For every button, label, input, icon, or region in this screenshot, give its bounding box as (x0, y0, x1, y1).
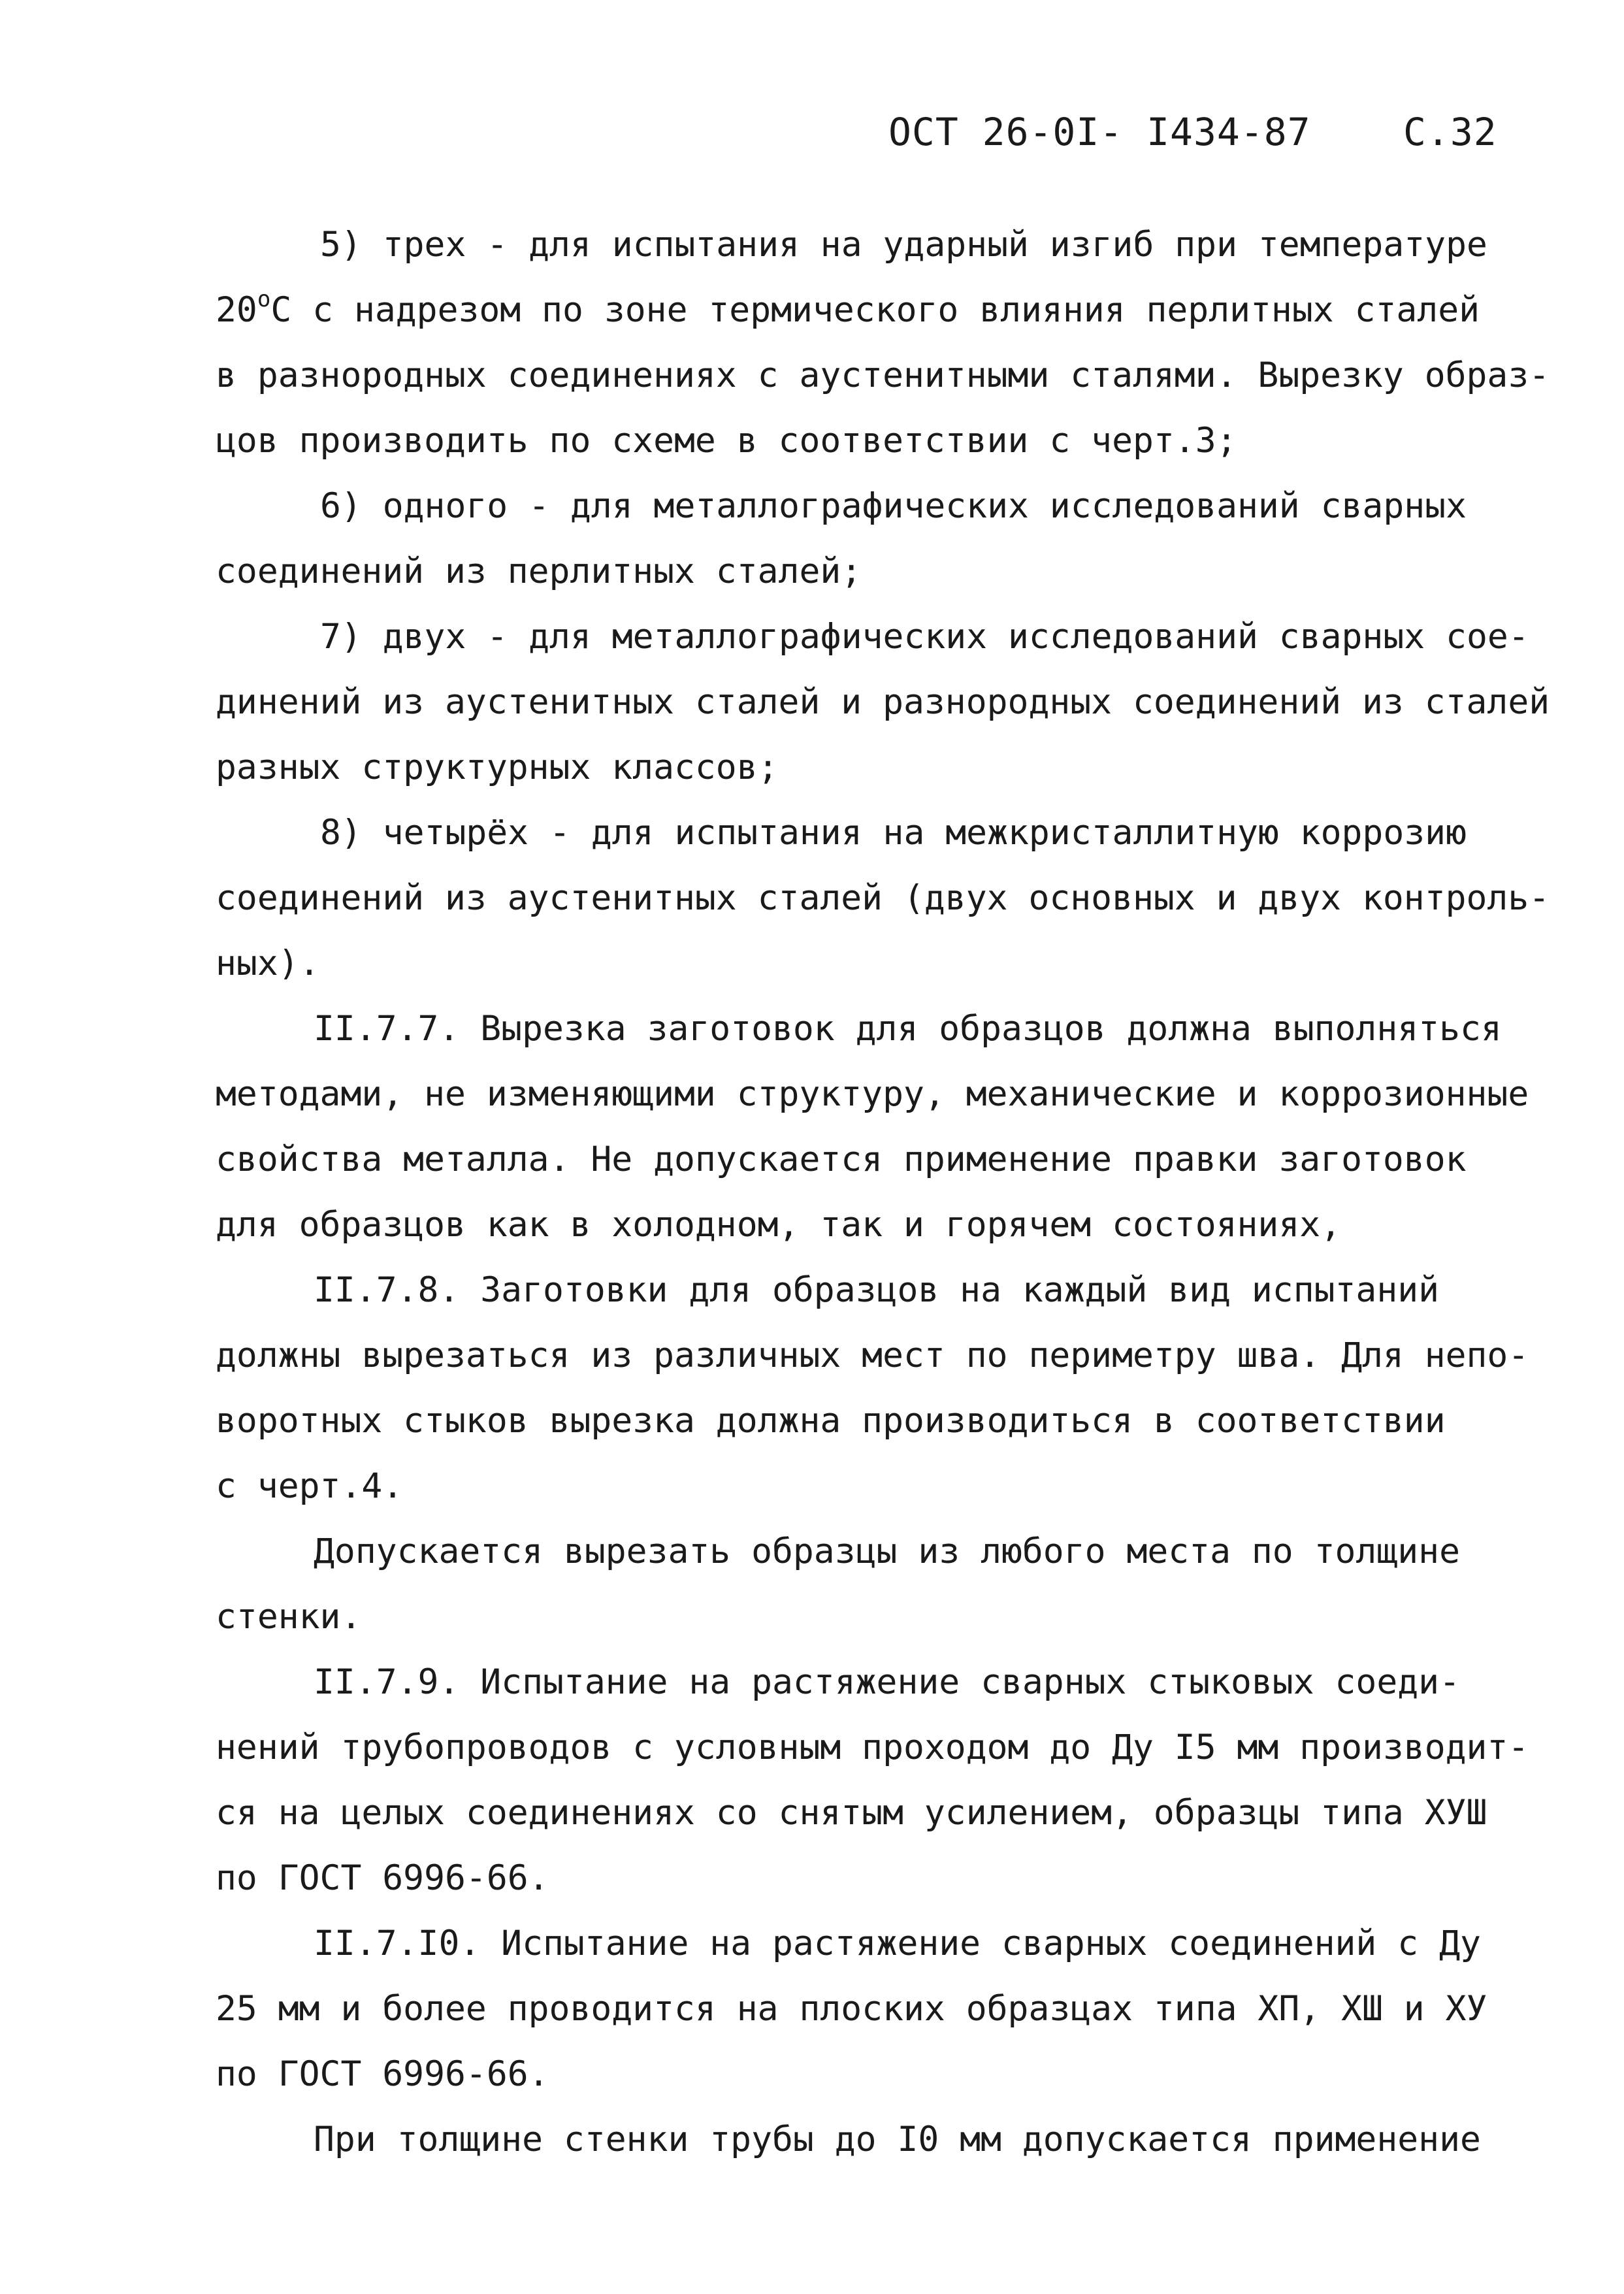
text-fragment: 20 (216, 290, 257, 330)
text-line: 5) трех - для испытания на ударный изгиб при температуре (320, 225, 1487, 265)
text-line: нений трубопроводов с условным проходом до Ду I5 мм производит- (216, 1728, 1529, 1767)
text-line: ных). (216, 943, 320, 983)
text-line: соединений из перлитных сталей; (216, 551, 862, 591)
text-line: по ГОСТ 6996-66. (216, 1858, 549, 1898)
text-line: с черт.4. (216, 1466, 404, 1506)
text-line: динений из аустенитных сталей и разнородных соединений из сталей (216, 682, 1550, 722)
text-line: II.7.8. Заготовки для образцов на каждый вид испытаний (314, 1270, 1440, 1310)
text-line: в разнородных соединениях с аустенитными сталями. Вырезку образ- (216, 355, 1550, 395)
text-line: воротных стыков вырезка должна производиться в соответствии (216, 1401, 1446, 1441)
text-line: 8) четырёх - для испытания на межкристаллитную коррозию (320, 813, 1467, 853)
text-line (216, 278, 1522, 343)
document-code: ОСТ 26-0I- I434-87 (888, 110, 1311, 154)
text-line: должны вырезаться из различных мест по периметру шва. Для непо- (216, 1335, 1529, 1375)
text-line: ся на целых соединениях со снятым усилением, образцы типа ХУШ (216, 1793, 1487, 1833)
page-header (888, 110, 1502, 162)
body-text (216, 212, 1550, 2172)
text-line: стенки. (216, 1597, 362, 1637)
text-line: II.7.I0. Испытание на растяжение сварных соединений с Ду (314, 1924, 1481, 1963)
text-line: II.7.9. Испытание на растяжение сварных стыковых соеди- (314, 1662, 1460, 1702)
page-number: С.32 (1403, 110, 1497, 154)
text-line: При толщине стенки трубы до I0 мм допускается применение (314, 2120, 1481, 2159)
text-line: 6) одного - для металлографических исследований сварных (320, 486, 1467, 526)
text-line: цов производить по схеме в соответствии с черт.3; (216, 421, 1237, 461)
text-line: для образцов как в холодном, так и горячем состояниях, (216, 1205, 1342, 1245)
text-fragment: С с надрезом по зоне термического влияния перлитных сталей (270, 290, 1480, 330)
text-line: II.7.7. Вырезка заготовок для образцов должна выполняться (314, 1009, 1502, 1049)
text-line: 7) двух - для металлографических исследований сварных сое- (320, 617, 1529, 657)
text-line: соединений из аустенитных сталей (двух основных и двух контроль- (216, 878, 1550, 918)
text-line: Допускается вырезать образцы из любого места по толщине (314, 1532, 1460, 1571)
text-line: методами, не изменяющими структуру, механические и коррозионные (216, 1074, 1529, 1114)
text-line: разных структурных классов; (216, 747, 779, 787)
degree-superscript: о (257, 286, 271, 313)
text-line: 25 мм и более проводится на плоских образцах типа ХП, ХШ и ХУ (216, 1989, 1487, 2029)
text-line: свойства металла. Не допускается применение правки заготовок (216, 1139, 1467, 1179)
text-line: по ГОСТ 6996-66. (216, 2054, 549, 2094)
